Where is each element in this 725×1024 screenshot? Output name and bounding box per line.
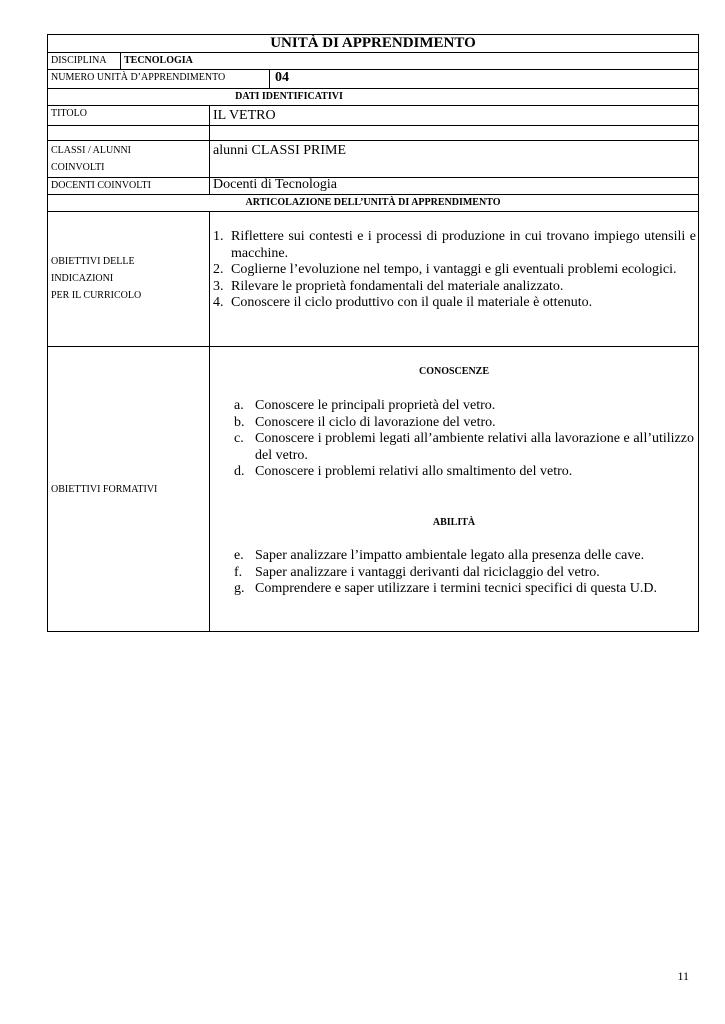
classi-label: COINVOLTI <box>51 162 105 173</box>
list-item <box>234 415 694 432</box>
list-item <box>213 262 696 279</box>
list-text: Conoscere il ciclo di lavorazione del vetro. <box>255 414 496 430</box>
docenti-value: Docenti di Tecnologia <box>213 177 337 192</box>
list-item <box>234 581 694 598</box>
list-item <box>234 565 694 582</box>
curricolo-label: INDICAZIONI <box>51 273 114 284</box>
list-marker: e. <box>234 548 244 563</box>
list-item <box>234 431 694 464</box>
learning-unit-table <box>47 34 699 632</box>
curricolo-label: PER IL CURRICOLO <box>51 290 142 301</box>
titolo-value: IL VETRO <box>213 108 276 123</box>
list-text: Comprendere e saper utilizzare i termini tecnici specifici di questa U.D. <box>255 581 657 596</box>
list-item <box>213 295 696 312</box>
list-text: Saper analizzare l’impatto ambientale legato alla presenza delle cave. <box>255 548 645 563</box>
row-divider <box>47 346 699 347</box>
list-item <box>234 548 694 565</box>
row-divider <box>47 88 699 89</box>
classi-label: CLASSI / ALUNNI <box>51 145 132 156</box>
row-divider <box>47 69 699 70</box>
column-divider <box>120 52 121 69</box>
list-text: Coglierne l’evoluzione nel tempo, i vantaggi e gli eventuali problemi ecologici. <box>231 262 677 277</box>
list-text: Conoscere i problemi legati all’ambiente relativi alla lavorazione e all’utilizzo del vetro. <box>255 431 694 463</box>
column-divider <box>209 211 210 632</box>
list-marker: d. <box>234 464 245 479</box>
list-text: Conoscere le principali proprietà del vetro. <box>255 398 496 413</box>
conoscenze-heading: CONOSCENZE <box>418 366 489 377</box>
conoscenze-list <box>234 398 694 481</box>
articolazione-heading: ARTICOLAZIONE DELL’UNITÀ DI APPRENDIMENTO <box>245 197 501 208</box>
table-border <box>47 34 699 632</box>
column-divider <box>209 105 210 194</box>
list-text: Rilevare le proprietà fondamentali del materiale analizzato. <box>231 278 564 294</box>
row-divider <box>47 194 699 195</box>
list-marker: b. <box>234 414 245 430</box>
column-divider <box>269 69 270 88</box>
list-text: Riflettere sui contesti e i processi di produzione in cui trovano impiego utensili e macchine. <box>231 229 696 261</box>
docenti-label: DOCENTI COINVOLTI <box>51 180 151 191</box>
disciplina-label: DISCIPLINA <box>51 55 107 66</box>
list-item <box>213 229 696 262</box>
curricolo-objectives-list <box>213 229 696 312</box>
abilita-heading: ABILITÀ <box>432 517 476 528</box>
row-divider <box>47 211 699 212</box>
numero-value: 04 <box>275 70 289 85</box>
list-marker: c. <box>234 431 244 446</box>
numero-label: NUMERO UNITÀ D’APPRENDIMENTO <box>51 72 226 83</box>
list-item <box>234 398 694 415</box>
list-marker: 1. <box>213 229 224 244</box>
classi-value: alunni CLASSI PRIME <box>213 143 347 158</box>
page-title: UNITÀ DI APPRENDIMENTO <box>270 35 476 51</box>
list-marker: g. <box>234 581 245 596</box>
list-text: Conoscere il ciclo produttivo con il quale il materiale è ottenuto. <box>231 295 593 310</box>
formativi-label: OBIETTIVI FORMATIVI <box>51 484 158 495</box>
row-divider <box>47 125 699 126</box>
dati-heading: DATI IDENTIFICATIVI <box>235 91 343 102</box>
disciplina-value: TECNOLOGIA <box>124 55 193 66</box>
row-divider <box>47 52 699 53</box>
curricolo-label: OBIETTIVI DELLE <box>51 256 135 267</box>
row-divider <box>47 177 699 178</box>
row-divider <box>47 140 699 141</box>
list-marker: f. <box>234 564 243 580</box>
list-marker: 2. <box>213 262 224 277</box>
list-text: Conoscere i problemi relativi allo smaltimento del vetro. <box>255 464 573 479</box>
list-item <box>213 279 696 296</box>
list-marker: 4. <box>213 295 224 310</box>
list-marker: a. <box>234 398 244 413</box>
list-marker: 3. <box>213 278 224 294</box>
abilita-list <box>234 548 694 598</box>
titolo-label: TITOLO <box>51 108 87 119</box>
list-item <box>234 464 694 481</box>
list-text: Saper analizzare i vantaggi derivanti dal riciclaggio del vetro. <box>255 564 600 580</box>
page-number: 11 <box>677 969 689 983</box>
row-divider <box>47 105 699 106</box>
